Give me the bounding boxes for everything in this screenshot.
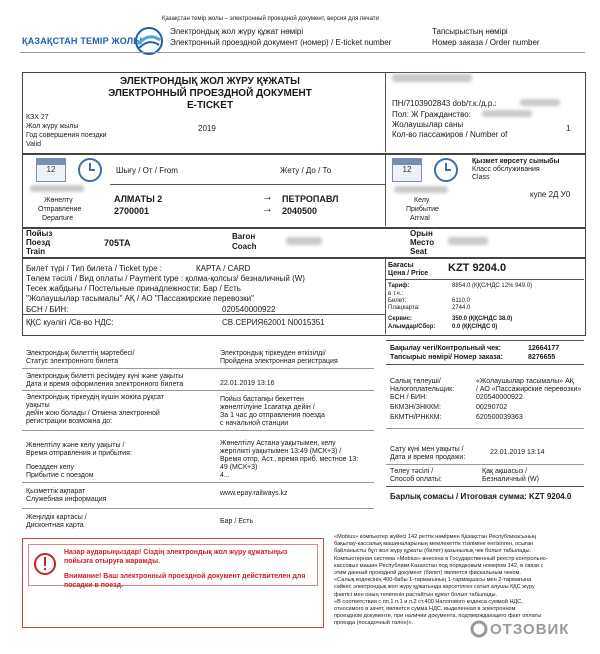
issue-value: 22.01.2019 13:16 bbox=[220, 380, 275, 387]
pay-method-value-1: Қақ ақшасыз / bbox=[482, 468, 528, 475]
price-underline bbox=[386, 279, 584, 280]
train-en: Train bbox=[26, 247, 46, 256]
sale-time-ru: Дата и время продажи: bbox=[390, 454, 466, 461]
bin-label: БСН / БИН: bbox=[26, 305, 69, 314]
route-divider bbox=[385, 154, 386, 226]
order-label: Тапсырыс нөмірі/ Номер заказа: bbox=[390, 354, 503, 361]
bkmt-label: БКМТН/РНККМ: bbox=[390, 414, 442, 421]
dep-time-value-2: жергілікті уақытымен 13:49 (МСК+3) / bbox=[220, 448, 342, 455]
class-en: Class bbox=[472, 174, 490, 181]
ticket-price-label: Билет: bbox=[388, 298, 407, 304]
fineprint-line: сәйкес электрондық жол жүру құжатында көрсетілген сатып алушы ҚҚС жүру bbox=[334, 584, 535, 591]
vat-label: ҚҚС куәлігі /Св-во НДС: bbox=[26, 318, 114, 327]
reg-cancel-value-4: с начальной станции bbox=[220, 420, 289, 427]
tariff-value: 8854.0 (ҚҚС/НДС 12% 949.0) bbox=[452, 283, 533, 289]
ticket-price-value: 6110.0 bbox=[452, 298, 470, 304]
detail-line-3 bbox=[22, 430, 374, 431]
seat-ru: Место bbox=[410, 238, 435, 247]
summary-bin-label: БСН / БИН: bbox=[390, 394, 428, 401]
reg-cancel-kz-2: уақыты bbox=[26, 402, 50, 409]
watermark-logo-icon bbox=[470, 620, 488, 638]
title-ru: ЭЛЕКТРОННЫЙ ПРОЕЗДНОЙ ДОКУМЕНТ bbox=[108, 88, 312, 99]
top-caption: Қазақстан темір жолы – электронный проездной документ, версия для печати bbox=[162, 16, 379, 22]
sale-time-kz: Сату күні мен уақыты / bbox=[390, 446, 464, 453]
fineprint-line: «В соответствии с пп.1 п.1 и п.2 ст.400 Налогового кодекса суммой НДС, bbox=[334, 598, 523, 605]
arrival-clock-icon bbox=[434, 158, 458, 182]
seat-en: Seat bbox=[410, 247, 427, 256]
passenger-count-ru: Кол-во пассажиров / Number of bbox=[392, 130, 508, 139]
doc-number-kz: Электрондық жол жүру құжат нөмірі bbox=[170, 27, 304, 36]
watermark-text: ОТЗОВИК bbox=[490, 620, 570, 638]
summary-line-2 bbox=[386, 364, 584, 365]
passenger-citizenship: Пол: Ж Гражданство: bbox=[392, 110, 471, 119]
order-number-ru: Номер заказа / Order number bbox=[432, 38, 540, 47]
class-kz: Қызмет көрсету сыныбы bbox=[472, 158, 560, 165]
service-info-value: www.epay.railways.kz bbox=[220, 490, 288, 497]
vat-value: СВ.СЕРИЯ62001 N0015351 bbox=[222, 318, 325, 327]
detail-line-4 bbox=[22, 482, 374, 483]
bkmt-value: 620500039363 bbox=[476, 414, 523, 421]
reg-cancel-ru-1: дейін жою болады / Отмена электронной bbox=[26, 410, 160, 417]
reg-cancel-ru-2: регистрации возможна до: bbox=[26, 418, 113, 425]
train-ru: Поезд bbox=[26, 238, 51, 247]
fee-value: 0.0 (ҚҚС/НДС 0) bbox=[452, 324, 498, 330]
redacted-name bbox=[392, 74, 472, 82]
summary-bin-value: 020540000922 bbox=[476, 394, 523, 401]
departure-kz: Жөнелтү bbox=[44, 197, 73, 204]
title-en: E-TICKET bbox=[186, 100, 234, 111]
bin-underline bbox=[22, 314, 386, 315]
price-total: KZT 9204.0 bbox=[448, 262, 507, 274]
control-check-value: 12664177 bbox=[528, 345, 560, 352]
travel-year: 2019 bbox=[198, 124, 216, 133]
passenger-count-kz: Жолаушылар саны bbox=[392, 120, 464, 129]
redacted-citizenship bbox=[482, 110, 532, 117]
plazkart-label: Плацкарта: bbox=[388, 305, 420, 311]
reg-cancel-value-3: За 1 час до отправления поезда bbox=[220, 412, 325, 419]
summary-line-3 bbox=[386, 428, 584, 429]
pay-method-kz: Төлеу тәсілі / bbox=[390, 468, 434, 475]
logo-text: ҚАЗАҚСТАН ТЕМІР ЖОЛЫ bbox=[22, 36, 143, 46]
order-number-kz: Тапсырыстың нөмірі bbox=[432, 27, 508, 36]
redacted-wagon bbox=[286, 237, 322, 245]
reg-cancel-kz-1: Электрондық тіркеудің күшін жоюға рұқсат bbox=[26, 394, 164, 401]
fineprint-line: проездном документе, при наличии документа, подтверждающего факт оплаты bbox=[334, 613, 542, 620]
to-station: ПЕТРОПАВЛ bbox=[282, 194, 339, 204]
control-check-label: Бақылау чегі/Контрольный чек: bbox=[390, 345, 501, 352]
bin-value: 020540000922 bbox=[222, 305, 276, 314]
warning-kz-1: Назар аударыңыздар! Сіздің электрондық жол жүру құжатыңыз bbox=[64, 549, 288, 556]
class-ru: Класс обслуживания bbox=[472, 166, 540, 173]
summary-line-top bbox=[386, 340, 584, 341]
discount-card-ru: Дисконтная карта bbox=[26, 522, 84, 529]
arrow-right-icon-2: → bbox=[262, 203, 273, 215]
dep-time-ru: Время отправления и прибытия: bbox=[26, 450, 132, 457]
dep-time-kz: Жөнелтілу және келу уақыты / bbox=[26, 442, 125, 449]
redacted-departure-date bbox=[30, 185, 84, 192]
valid-label: Valid bbox=[26, 141, 42, 148]
to-station-code: 2040500 bbox=[282, 206, 318, 216]
status-value-ru: Пройдена электронная регистрация bbox=[220, 358, 338, 365]
service-value: 350.0 (ҚҚС/НДС 38.0) bbox=[452, 316, 513, 322]
summary-line-5 bbox=[386, 486, 584, 487]
wagon-kz: Вагон bbox=[232, 232, 256, 241]
travel-year-kz: Жол жүру жылы bbox=[26, 123, 79, 130]
doc-number-ru: Электронный проездной документ (номер) / E-ticket number bbox=[170, 38, 392, 47]
status-ru: Статус электронного билета bbox=[26, 358, 119, 365]
arrival-ru: Прибытие bbox=[406, 206, 439, 213]
discount-card-kz: Жеңілдік картасы / bbox=[26, 514, 87, 521]
passenger-id: ПН/7103902843 dob/т.к./д.р.: bbox=[392, 99, 497, 108]
detail-line-1 bbox=[22, 368, 374, 369]
fee-label: Алымдар/Сбор: bbox=[388, 324, 436, 330]
fineprint-line: фактісі мен оның телегенін растайтын құжат болып табылады. bbox=[334, 591, 498, 598]
arrive-train-ru: Прибытие с поездом bbox=[26, 472, 94, 479]
issue-kz: Электрондық билетті ресімдеу күні және уақыты bbox=[26, 373, 184, 380]
redacted-arrival-date bbox=[394, 186, 448, 193]
seat-kz: Орын bbox=[410, 229, 433, 238]
to-label: Жету / До / То bbox=[280, 166, 332, 175]
ticket-info-divider bbox=[385, 258, 386, 334]
price-ru: Цена / Price bbox=[388, 270, 429, 277]
wagon-ru: Coach bbox=[232, 242, 257, 251]
header-divider bbox=[20, 52, 585, 53]
payment-type: Төлем тәсілі / Вид оплаты / Payment type : қолма-қолсыз/ безналичный (W) bbox=[26, 274, 305, 283]
fineprint-block bbox=[334, 534, 586, 628]
taxpayer-kz: Салық төлеуші/ bbox=[390, 378, 441, 385]
service-info-kz: Қызметтік ақпарат bbox=[26, 488, 86, 495]
price-kz: Бағасы bbox=[388, 262, 414, 269]
fineprint-line: «Салық кодексінің 400-бабы 1-тармағының 1-тармақшасы мен 2-тармағына bbox=[334, 577, 532, 584]
fineprint-line: бақылау-кассалық машиналарының мемлекеттік тізіліміне енгізілген, осыған bbox=[334, 541, 534, 548]
detail-line-5 bbox=[22, 508, 374, 509]
departure-en: Departure bbox=[42, 215, 74, 222]
fineprint-line: проезда (посадочный талон)». bbox=[334, 620, 414, 627]
sale-time-value: 22.01.2019 13:14 bbox=[490, 449, 545, 456]
route-header-line bbox=[110, 184, 386, 185]
from-station: АЛМАТЫ 2 bbox=[114, 194, 163, 204]
pay-method-ru: Способ оплаты: bbox=[390, 476, 442, 483]
incl-label: в т.ч.: bbox=[388, 291, 404, 297]
redacted-dob bbox=[520, 99, 560, 106]
warning-ru-1: Внимание! Ваш электронный проездной документ действителен для bbox=[64, 573, 306, 580]
bkm-value: 00290702 bbox=[476, 404, 508, 411]
service-label: Сервис: bbox=[388, 316, 413, 322]
watermark bbox=[470, 620, 569, 638]
discount-card-value: Бар / Есть bbox=[220, 518, 254, 525]
passenger-count: 1 bbox=[566, 124, 571, 133]
dep-time-value-1: Жөнелтілу Астана уақытымен, келу bbox=[220, 440, 336, 447]
title-kz: ЭЛЕКТРОНДЫҚ ЖОЛ ЖҮРУ ҚҰЖАТЫ bbox=[120, 76, 300, 87]
pay-method-value-2: Безналичный (W) bbox=[482, 476, 539, 483]
fineprint-line: относимого в зачет, является сумма НДС, выделенная в электронном bbox=[334, 606, 516, 613]
departure-ru: Отправление bbox=[38, 206, 82, 213]
top-box-divider bbox=[385, 72, 386, 152]
arrival-kz: Келу bbox=[414, 197, 430, 204]
warning-ru-2: посадки в поезд. bbox=[64, 582, 123, 589]
ticket-type-value: КАРТА / CARD bbox=[196, 264, 251, 273]
fineprint-line: «Mobius» компьютер жүйесі 142 реттік нөмірмен Қазақстан Республикасының bbox=[334, 534, 537, 540]
departure-calendar-icon: 12 bbox=[36, 158, 66, 182]
fineprint-line: байланысты бұл жол жүру құжаты (билет) қазынылық чек болып табылады. bbox=[334, 548, 532, 555]
reg-cancel-value-2: жөнелтілуіне 1сағатқа дейін / bbox=[220, 404, 315, 411]
fineprint-line: кассовых машин Республики Казахстан под порядковым номером 142, в связи с bbox=[334, 562, 544, 569]
summary-total: Барлық сомасы / Итоговая сумма: KZT 9204.0 bbox=[390, 492, 572, 501]
bkm-label: БКМЗН/ЗНККМ: bbox=[390, 404, 441, 411]
dep-time-value-3: Время отпр. Аст., время приб. местное 13: bbox=[220, 456, 359, 463]
arrive-train-value: 4... bbox=[220, 472, 230, 479]
summary-line-4 bbox=[386, 464, 584, 465]
arrow-right-icon: → bbox=[262, 191, 273, 203]
train-code: КЗХ 27 bbox=[26, 114, 49, 121]
redacted-seat bbox=[448, 237, 488, 245]
arrive-train-kz: Поездден келу bbox=[26, 464, 74, 471]
bedding: Тесек жабдығы / Постельные принадлежности: Бар / Есть bbox=[26, 284, 241, 293]
warning-kz-2: пойызға отыруға жарамды. bbox=[64, 558, 161, 565]
departure-clock-icon bbox=[78, 158, 102, 182]
arrival-calendar-icon: 12 bbox=[392, 158, 422, 182]
travel-year-ru: Год совершения поездки bbox=[26, 132, 107, 139]
warning-icon bbox=[34, 553, 56, 575]
coupe-class: купе 2Д У0 bbox=[530, 190, 571, 199]
taxpayer-value-1: «Жолаушылар тасымалы» АҚ bbox=[476, 378, 574, 385]
status-kz: Электрондық билеттің мәртебесі/ bbox=[26, 350, 135, 357]
taxpayer-ru: Налогоплательщик: bbox=[390, 386, 455, 393]
carrier: "Жолаушылар тасымалы" АҚ / АО "Пассажирские перевозки" bbox=[26, 294, 254, 303]
train-number: 705ТА bbox=[104, 238, 131, 248]
from-label: Шығу / От / From bbox=[116, 166, 178, 175]
fineprint-line: этим данный проездной документ (билет) является фискальным чеком. bbox=[334, 570, 521, 577]
plazkart-value: 2744.0 bbox=[452, 305, 471, 311]
status-value-kz: Электрондық тіркеуден өткізілді/ bbox=[220, 350, 326, 357]
tariff-label: Тариф: bbox=[388, 283, 410, 289]
issue-ru: Дата и время оформления электронного билета bbox=[26, 381, 184, 388]
fineprint-line: Компьютерная система «Mobius» внесена в Государственный реестр контрольно- bbox=[334, 555, 548, 562]
order-value: 8276655 bbox=[528, 354, 556, 361]
service-info-ru: Служебная информация bbox=[26, 496, 107, 503]
arrival-en: Arrival bbox=[410, 215, 430, 222]
taxpayer-value-2: / АО «Пассажирские перевозки» bbox=[476, 386, 582, 393]
detail-line-2 bbox=[22, 390, 374, 391]
dep-time-value-4: 49 (МСК+3) bbox=[220, 464, 258, 471]
from-station-code: 2700001 bbox=[114, 206, 150, 216]
ticket-type-label: Билет түрі / Тип билета / Ticket type : bbox=[26, 264, 162, 273]
train-kz: Пойыз bbox=[26, 229, 53, 238]
reg-cancel-value-1: Пойыз бастапқы бекеттен bbox=[220, 396, 304, 403]
